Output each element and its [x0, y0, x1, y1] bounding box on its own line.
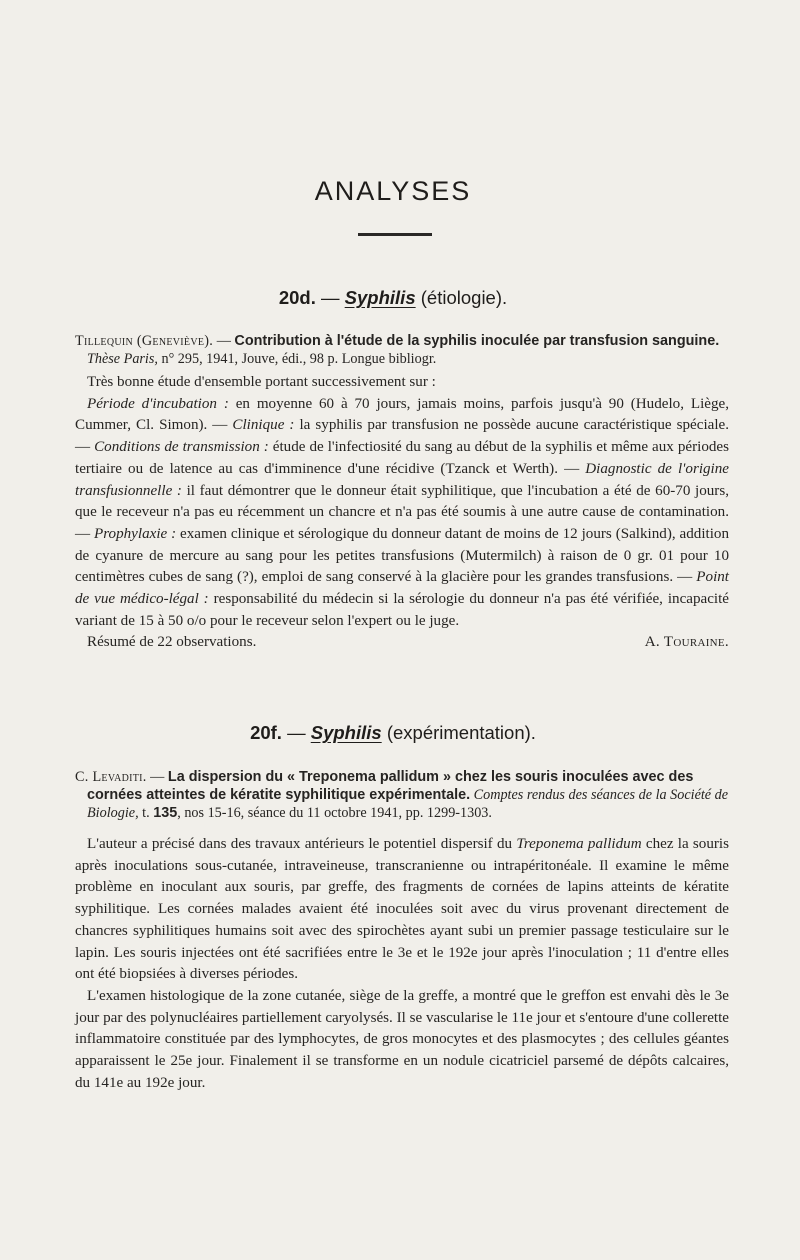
ref-author: C. Levaditi.: [75, 769, 147, 785]
clinique-label: Clinique :: [232, 417, 295, 434]
title-rule: [358, 233, 432, 236]
ref-title: La dispersion du « Treponema pallidum » chez les souris inoculées avec des cornées atteintes de kératite syphilitique expérimentale.: [87, 769, 694, 803]
prophylaxie-label: Prophylaxie :: [94, 525, 177, 542]
medico-legal-label: Point de vue médico-légal :: [75, 569, 729, 608]
abstract-tillequin: [75, 372, 729, 654]
medico-legal-text: responsabilité du médecin si la sérologie du donneur n'a pas été vérifiée, incapacité variant de 15 à 50 o/o pour le receveur selon l'expert ou le juge.: [75, 591, 729, 629]
ref-dash: —: [213, 333, 235, 349]
reference-levaditi: [75, 768, 741, 822]
section-subtopic: (expérimentation).: [381, 722, 536, 743]
ref-details: , nos 15-16, séance du 11 octobre 1941, pp. 1299-1303.: [177, 805, 492, 821]
ref-source: Thèse Paris,: [87, 351, 158, 367]
incubation-label: Période d'incubation :: [87, 395, 229, 412]
diagnostic-text: il faut démontrer que le donneur était syphilitique, que l'incubation a été de 60-70 jours, que le receveur n'a pas eu récemment un chancre et n'a pas été soumis à une autre cause de contamination. —: [75, 482, 729, 542]
incubation-text: en moyenne 60 à 70 jours, jamais moins, parfois jusqu'à 90 (Hudelo, Liège, Cummer, Cl. Simon). —: [75, 395, 729, 434]
section-heading-20f: [0, 722, 786, 744]
summary-row: [75, 632, 729, 654]
section-number: 20d.: [278, 287, 316, 308]
conditions-label: Conditions de transmission :: [94, 439, 269, 456]
ref-volume: 135: [153, 805, 178, 821]
ref-source: Comptes rendus des séances de la Société de Biologie,: [87, 787, 729, 821]
paragraph-2: L'examen histologique de la zone cutanée, siège de la greffe, a montré que le greffon est envahi dès le 3e jour par des polynucléaires partiellement caryolysés. Il se vascularise le 11e jour et s'entoure d'une collerette inflammatoire constituée par des lymphocytes, de gros monocytes et des plasmocytes ; des cellules géantes apparaissent le 25e jour. Finalement il se transforme en un nodule cicatriciel parsemé de dépôts calcaires, du 141e au 192e jour.: [75, 987, 729, 1091]
ref-title: Contribution à l'étude de la syphilis inoculée par transfusion sanguine.: [234, 333, 720, 349]
section-number: 20f.: [250, 722, 282, 743]
conditions-text: étude de l'infectiosité du sang au début de la syphilis et même aux périodes tertiaire ou de latence au cas d'imminence d'une récidive (Tzanck et Werth). —: [75, 439, 729, 477]
section-topic: Syphilis: [344, 287, 416, 308]
section-subtopic: (étiologie).: [415, 287, 508, 308]
paragraph-1: [75, 834, 729, 986]
section-dash: —: [315, 287, 345, 308]
abstract-levaditi: [75, 834, 729, 1094]
intro-paragraph: Très bonne étude d'ensemble portant successivement sur :: [87, 374, 436, 390]
ref-volume-prefix: t.: [138, 805, 154, 821]
p1-rest: chez la souris après inoculations sous-cutanée, intraveineuse, transcranienne ou intrapéritonéale. Il examine le même problème en inoculant aux souris, par greffe, des fragments de cornées de lapins atteints de kératite syphilitique. Les cornées malades avaient été inoculées soit avec du virus provenant directement de chancres syphilitiques humains soit avec des spirochètes ayant subi un premier passage testiculaire sur le lapin. Les souris injectées ont été sacrifiées entre le 3e et le 192e jour après l'inoculation ; 11 d'entre elles ont été biopsiées à diverses périodes.: [75, 836, 729, 983]
section-heading-20d: [0, 287, 786, 309]
species-name: Treponema pallidum: [516, 836, 642, 852]
clinique-text: la syphilis par transfusion ne possède aucune caractéristique spéciale. —: [75, 417, 729, 456]
section-dash: —: [281, 722, 311, 743]
ref-dash: —: [146, 769, 168, 785]
reference-tillequin: [75, 332, 741, 368]
signature: A. Touraine.: [644, 634, 729, 651]
prophylaxie-text: examen clinique et sérologique du donneur datant de moins de 12 jours (Salkind), addition de cyanure de mercure au sang pour les petites transfusions (Mutermilch) à raison de 0 gr. 01 pour 10 centimètres cubes de sang (?), emploi de sang conservé à la glacière pour les grandes transfusions. —: [75, 525, 729, 586]
summary-text: Résumé de 22 observations.: [87, 634, 257, 651]
main-paragraph: [75, 394, 729, 633]
diagnostic-label: Diagnostic de l'origine transfusionnelle :: [75, 460, 729, 499]
p1-start: L'auteur a précisé dans des travaux antérieurs le potentiel dispersif du: [87, 836, 517, 852]
ref-author: Tillequin (Geneviève).: [75, 333, 214, 349]
section-topic: Syphilis: [310, 722, 382, 743]
page-title: ANALYSES: [314, 176, 472, 206]
ref-details: n° 295, 1941, Jouve, édi., 98 p. Longue bibliogr.: [157, 351, 437, 367]
